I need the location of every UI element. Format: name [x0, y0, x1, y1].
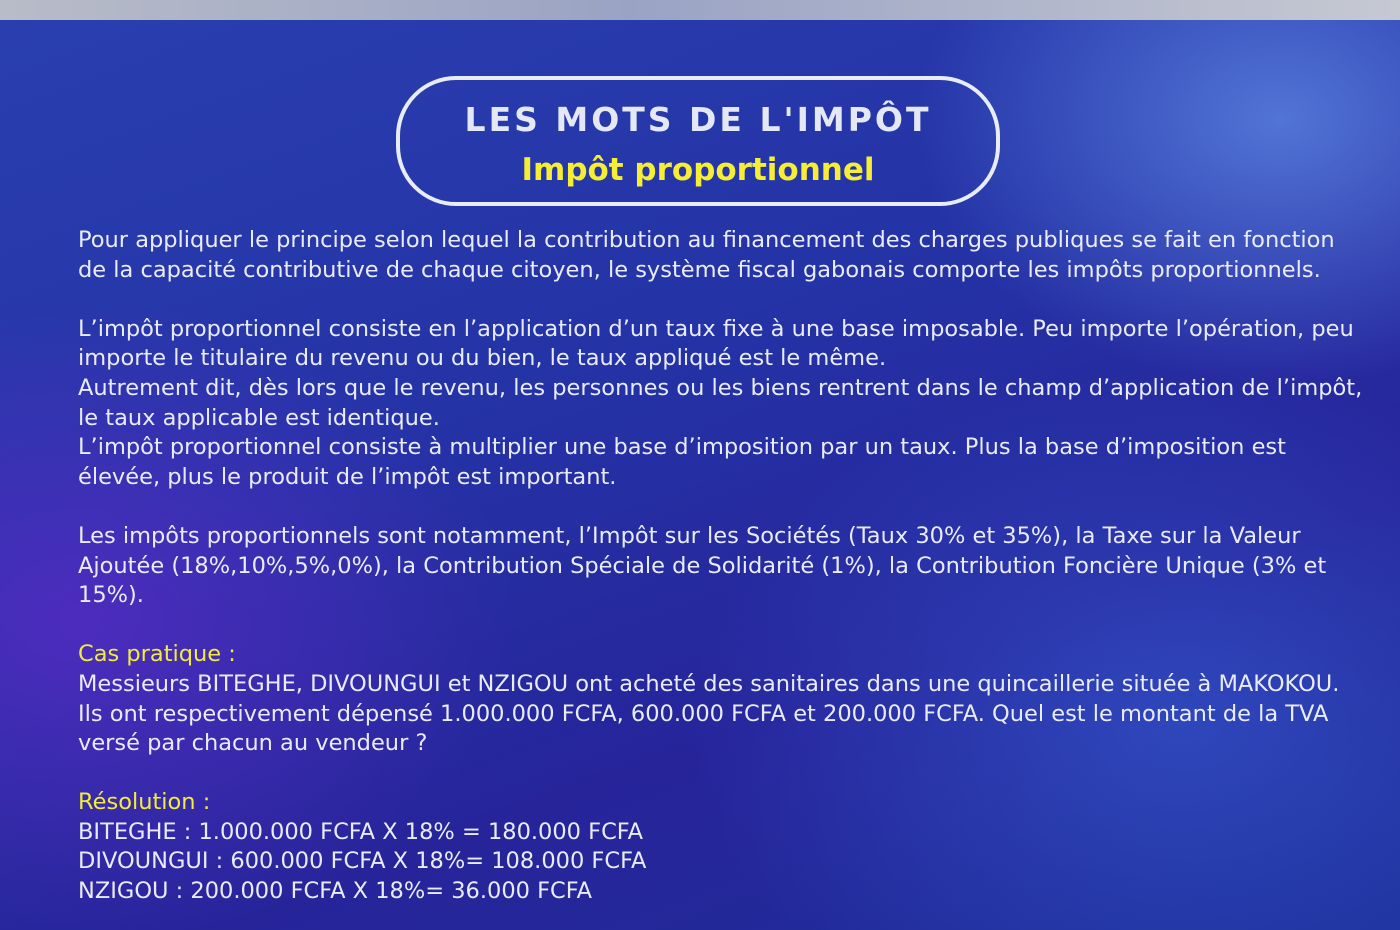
definition-paragraph-3: L’impôt proportionnel consiste à multiplier une base d’imposition par un taux. Plus la base d’imposition est élevée, plus le produit de l’impôt est important. — [78, 434, 1286, 490]
definition-paragraph-1: L’impôt proportionnel consiste en l’application d’un taux fixe à une base imposable. Peu importe l’opération, peu importe le titulaire du revenu ou du bien, le taux appliqué est le même. — [78, 315, 1354, 372]
resolution-heading: Résolution : — [78, 789, 211, 816]
case-heading: Cas pratique : — [78, 641, 236, 668]
resolution-line: BITEGHE : 1.000.000 FCFA X 18% = 180.000 FCFA — [78, 818, 644, 845]
definition-paragraph-2: Autrement dit, dès lors que le revenu, les personnes ou les biens rentrent dans le champ d’application de l’impôt, le taux applicable est identique. — [78, 374, 1363, 431]
resolution-line: DIVOUNGUI : 600.000 FCFA X 18%= 108.000 FCFA — [78, 848, 647, 875]
title-banner — [396, 76, 1000, 206]
page-title: LES MOTS DE L'IMPÔT — [464, 100, 932, 139]
top-strip — [0, 0, 1400, 20]
resolution-line: NZIGOU : 200.000 FCFA X 18%= 36.000 FCFA — [78, 878, 593, 905]
examples-paragraph: Les impôts proportionnels sont notamment, l’Impôt sur les Sociétés (Taux 30% et 35%), la Taxe sur la Valeur Ajoutée (18%,10%,5%,0%), la Contribution Spéciale de Solidarité (1%), la Contribution Foncière Unique (3% et 15%). — [78, 522, 1327, 609]
intro-paragraph: Pour appliquer le principe selon lequel la contribution au financement des charges publiques se fait en fonction de la capacité contributive de chaque citoyen, le système fiscal gabonais comporte les impôts proportionnels. — [78, 227, 1335, 283]
article-body — [78, 226, 1368, 907]
page-subtitle: Impôt proportionnel — [521, 152, 875, 188]
case-paragraph: Messieurs BITEGHE, DIVOUNGUI et NZIGOU ont acheté des sanitaires dans une quincaillerie située à MAKOKOU. Ils ont respectivement dépensé 1.000.000 FCFA, 600.000 FCFA et 200.000 FCFA. Quel est le montant de la TVA versé par chacun au vendeur ? — [78, 670, 1340, 757]
